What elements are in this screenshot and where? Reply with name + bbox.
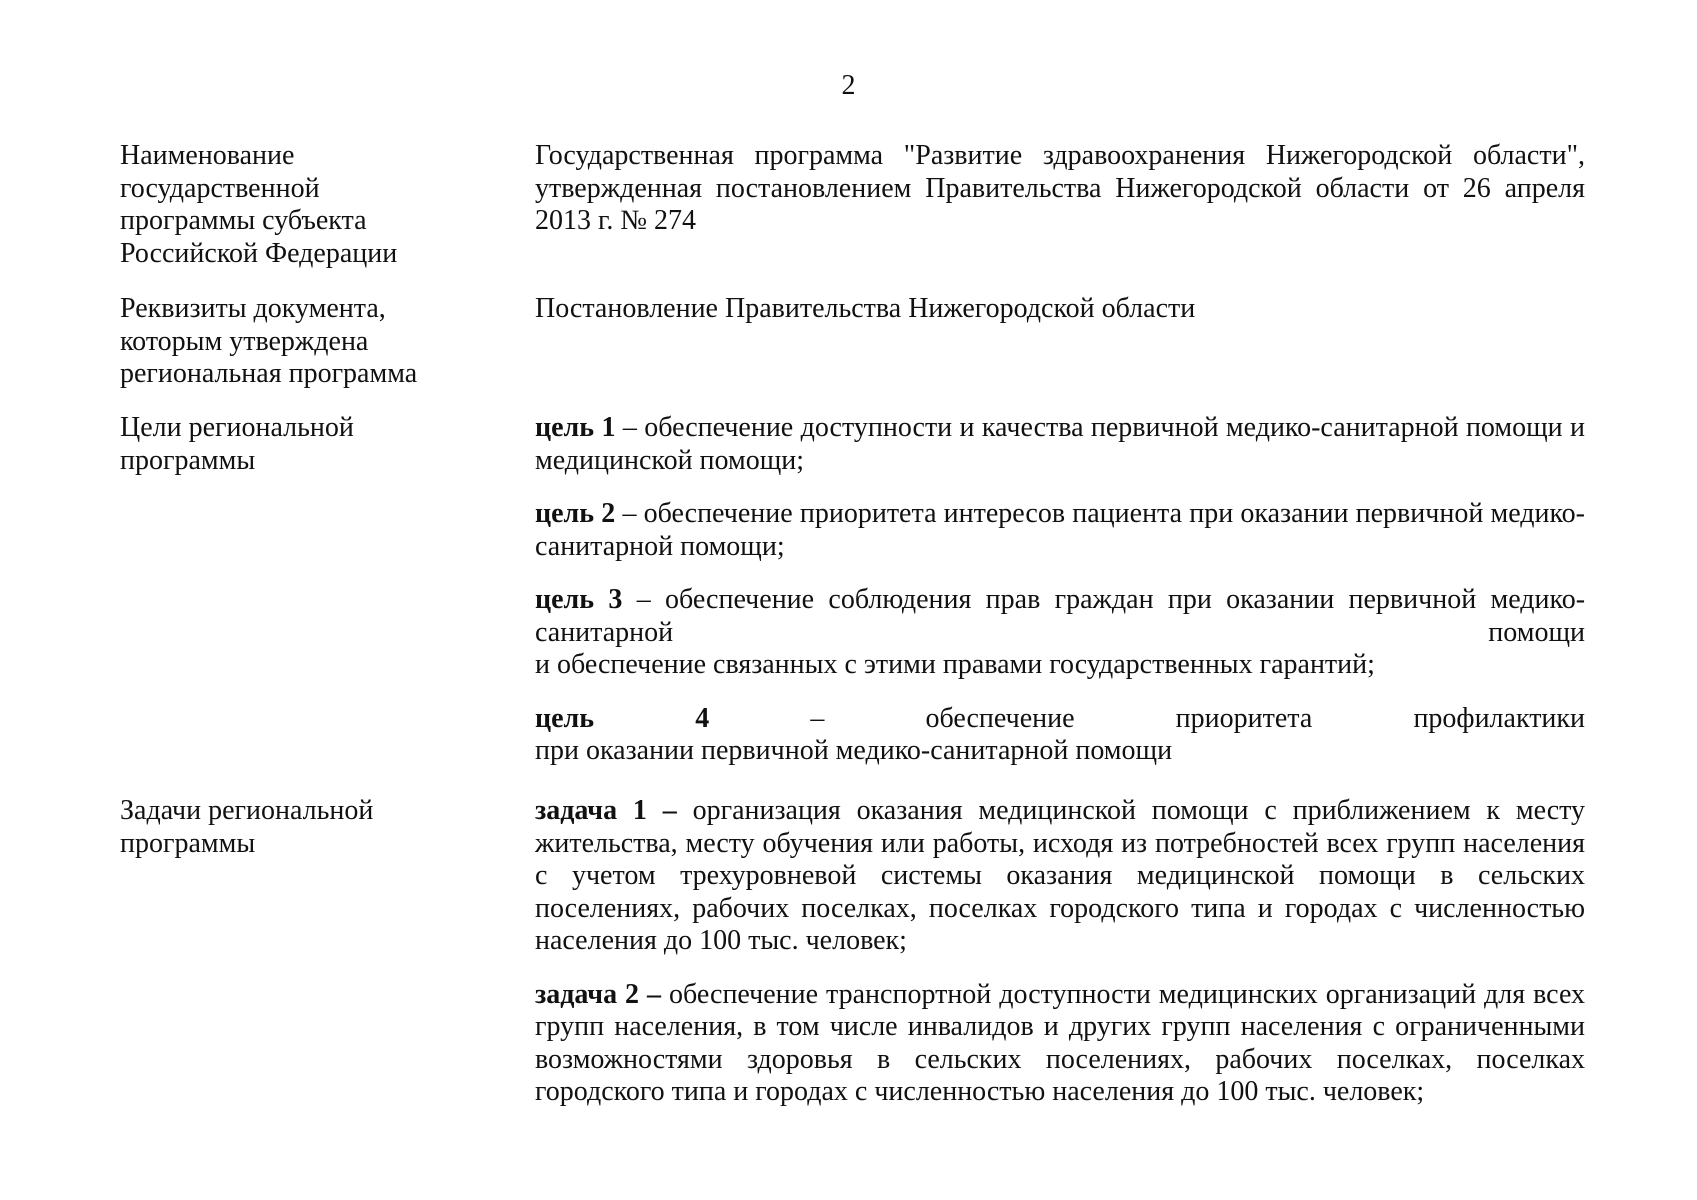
goal-keyword: цель 2	[535, 498, 616, 529]
goal-item	[535, 703, 1585, 736]
row-content	[535, 412, 1585, 768]
goal-item	[535, 412, 1585, 477]
row-content	[535, 795, 1585, 1109]
task-keyword: задача 2 –	[535, 978, 662, 1010]
row-label: Реквизиты документа, которым утверждена региональная программа	[120, 293, 418, 389]
goal-keyword: цель 1	[535, 412, 616, 443]
goal-item	[535, 584, 1585, 649]
page-number: 2	[841, 70, 856, 101]
goal-text: – обеспечение приоритета интересов пациента при оказании первичной медико-санитарной помощи;	[535, 498, 1586, 562]
task-item	[535, 979, 1585, 1109]
goal-keyword: цель 4	[535, 702, 710, 734]
task-text: организация оказания медицинской помощи с приближением к месту жительства, месту обучения или работы, исходя из потребностей всех групп населения с учетом трехуровневой системы оказания медицинской помощи в сельских поселениях, рабочих поселках, поселках городского типа и городах с численностью населения до 100 тыс. человек;	[535, 795, 1585, 956]
row-content	[535, 140, 1585, 238]
task-item	[535, 795, 1585, 958]
goal-item-continuation: при оказании первичной медико-санитарной помощи	[535, 735, 1173, 766]
requisites-text: Постановление Правительства Нижегородской области	[535, 293, 1196, 324]
row-label: Задачи региональной программы	[120, 795, 374, 859]
row-label: Наименование государственной программы субъекта Российской Федерации	[120, 140, 398, 269]
goal-item-continuation: и обеспечение связанных с этими правами государственных гарантий;	[535, 649, 1375, 680]
goal-item	[535, 498, 1585, 563]
goal-text: – обеспечение доступности и качества первичной медико-санитарной помощи и медицинской помощи;	[535, 412, 1586, 476]
task-text: обеспечение транспортной доступности медицинских организаций для всех групп населения, в том числе инвалидов и других групп населения с ограниченными возможностями здоровья в сельских поселениях, рабочих поселках, поселках городского типа и городах с численностью населения до 100 тыс. человек;	[535, 978, 1585, 1107]
goal-keyword: цель 3	[535, 584, 623, 615]
goal-text: – обеспечение приоритета профилактики	[709, 702, 1585, 734]
task-keyword: задача 1 –	[535, 795, 677, 826]
goal-text: – обеспечение соблюдения прав граждан при оказании первичной медико-санитарной помощи	[535, 584, 1586, 648]
row-content	[535, 293, 1585, 326]
row-label: Цели региональной программы	[120, 412, 354, 476]
program-name-text: Государственная программа "Развитие здравоохранения Нижегородской области", утвержденная постановлением Правительства Нижегородской области от 26 апреля 2013 г. № 274	[535, 140, 1585, 236]
